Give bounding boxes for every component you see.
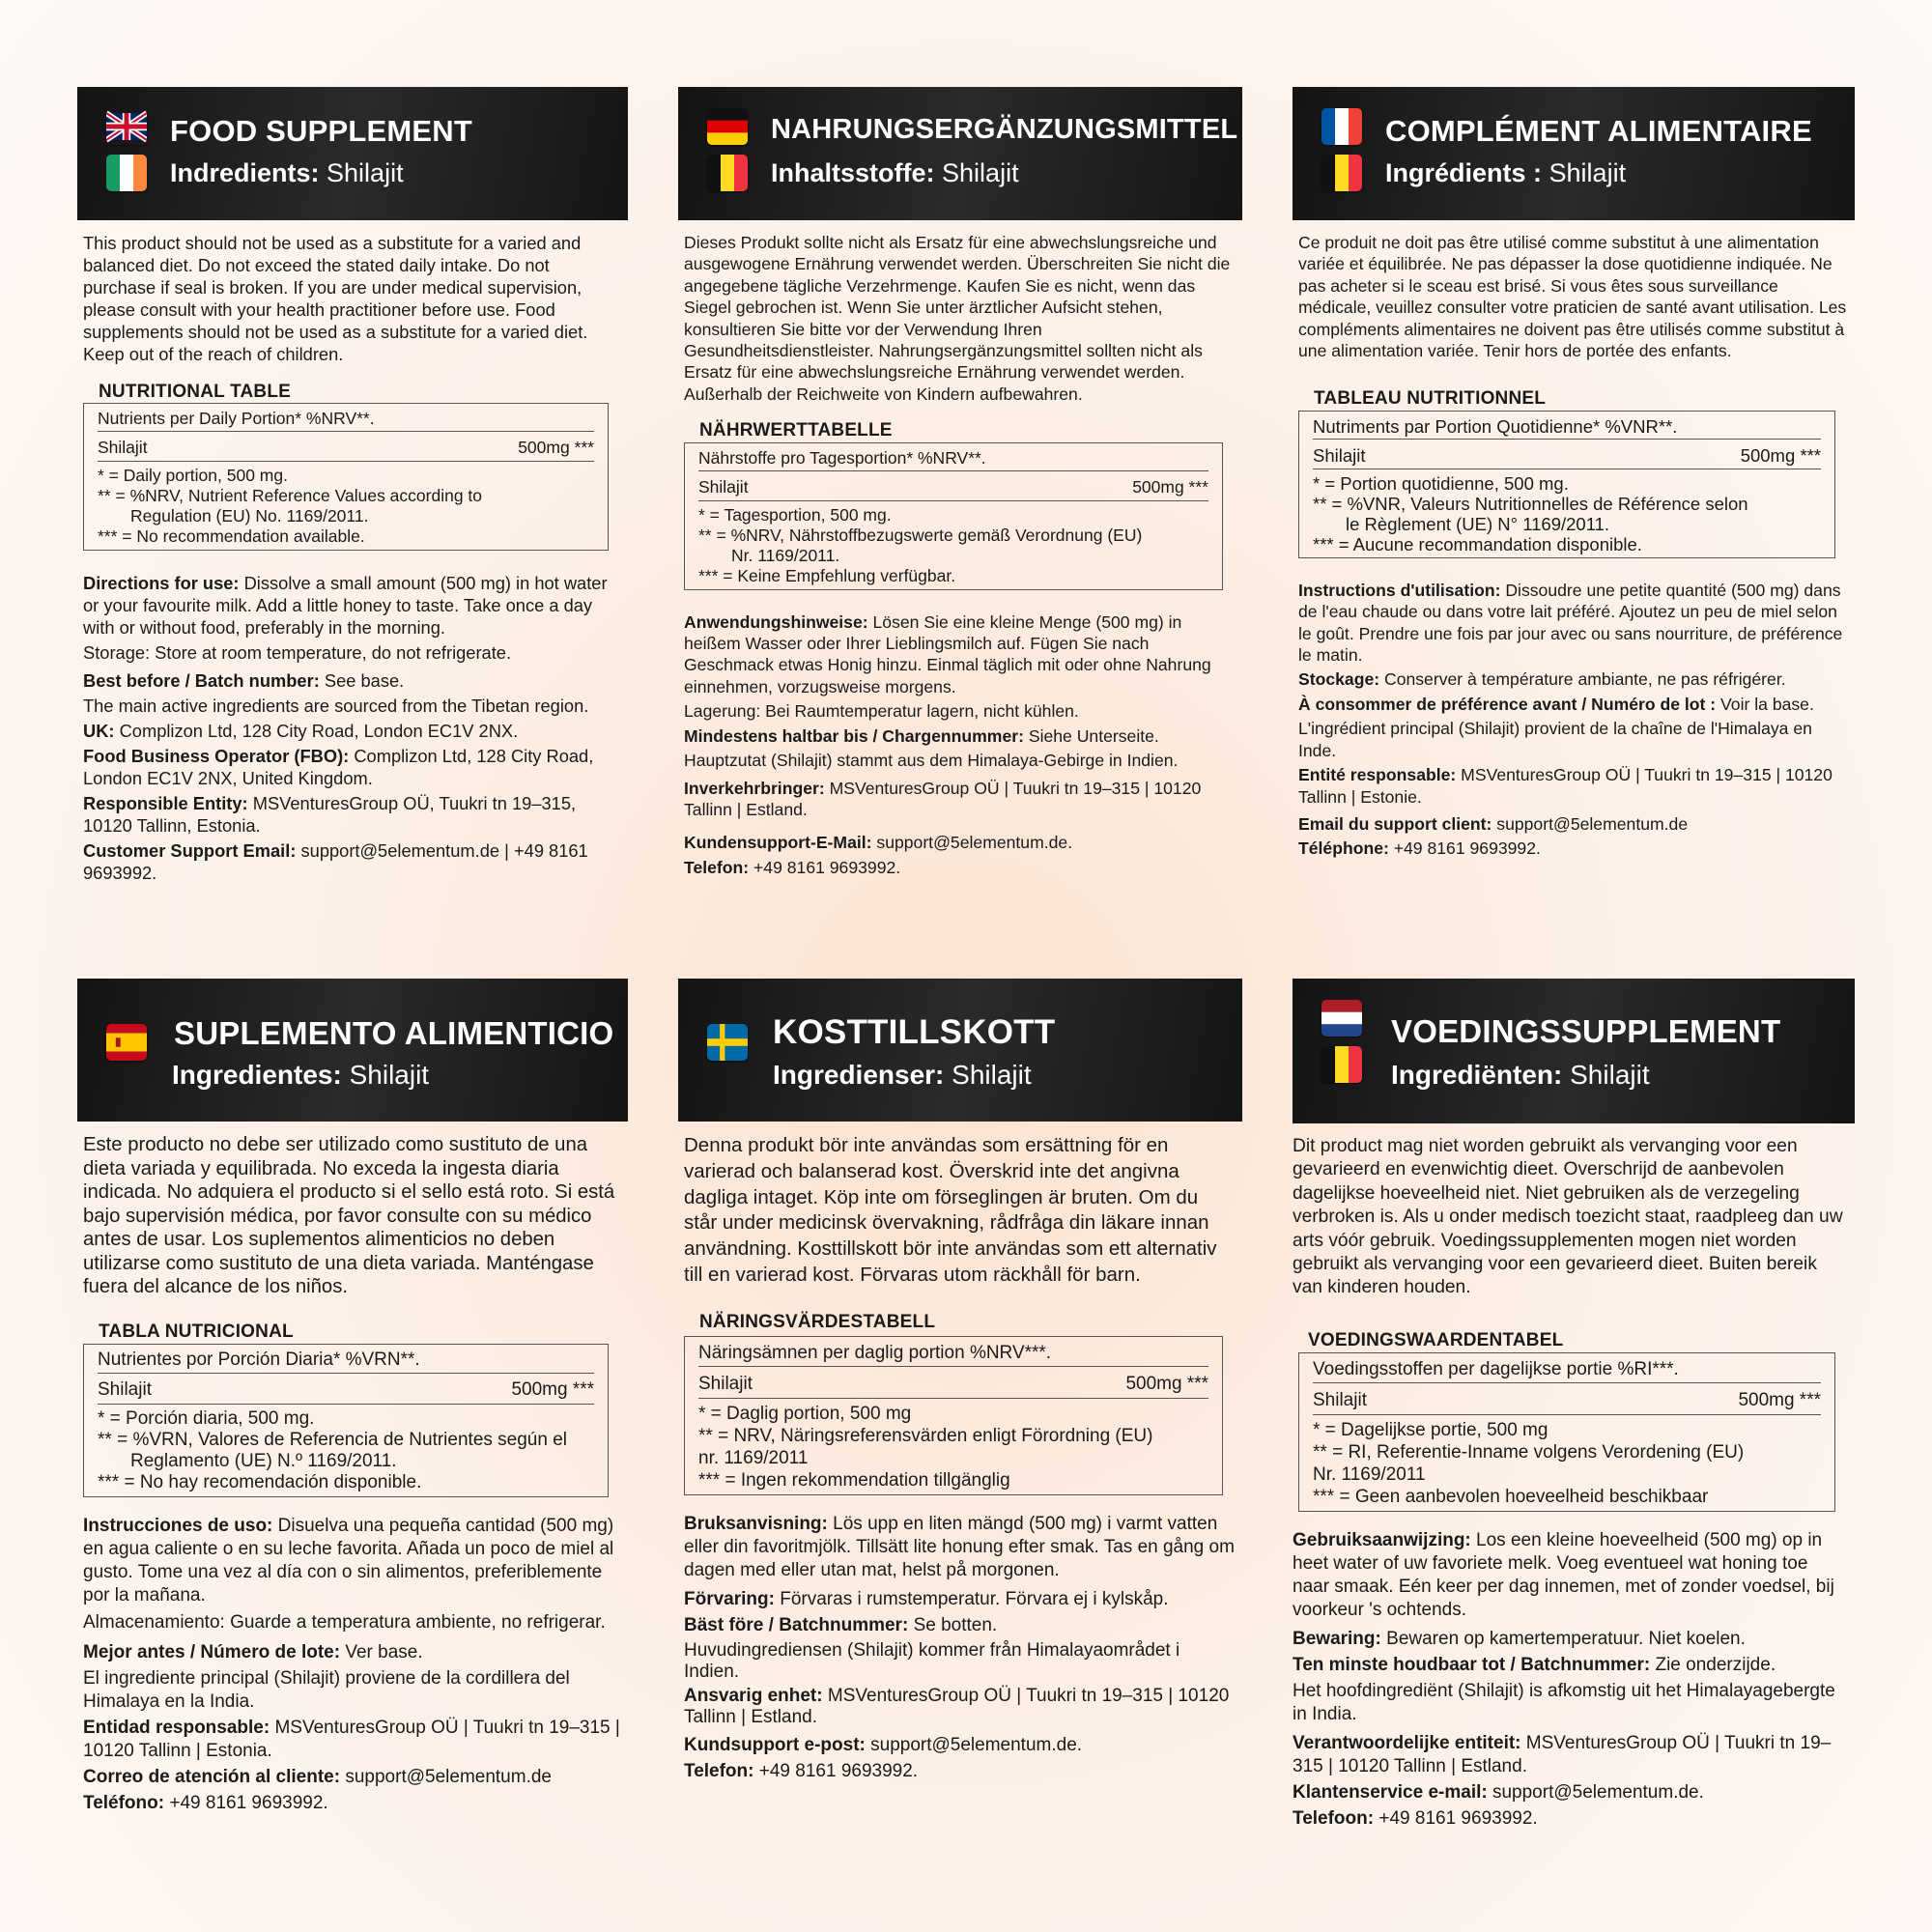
table-title: VOEDINGSWAARDENTABEL [1308,1329,1564,1350]
table-row: Shilajit 500mg *** [1313,443,1821,469]
ie-flag-icon [106,155,147,191]
intro-text: Ce produit ne doit pas être utilisé comme substitut à une alimentation variée et équilibrée. Ne pas dépasser la dose quotidienne indiquée. Ne pas acheter si le sceau est brisé. Si vous êtes sous surveillance médicale, veuillez consulter votre praticien de santé avant utilisation. Les compléments alimentaires ne doivent pas être utilisés comme substitut à une alimentation variée. Tenir hors de portée des enfants. [1298,233,1847,361]
ingredients-line: Indredients: Shilajit [170,158,404,187]
best-before: Ten minste houdbaar tot / Batchnummer: Zie onderzijde. [1293,1655,1776,1676]
nutrition-table [83,403,609,551]
responsible-entity: Entidad responsable: MSVenturesGroup OÜ | Tuukri tn 19–315 | 10120 Tallinn | Estonia. [83,1718,620,1761]
footnote: *** = Ingen rekommendation tillgänglig [698,1469,1010,1491]
nutrition-table [684,442,1223,590]
uk-flag-icon [106,108,147,145]
directions: Directions for use: Dissolve a small amount (500 mg) in hot water or your favourite milk. Add a little honey to taste. Take once a day with or without food, preferably in the morning. [83,573,608,638]
intro-text: Denna produkt bör inte användas som ersättning för en varierad och balanserad kost. Överskrid inte det angivna dagliga intaget. Köp inte om förseglingen är bruten. Om du står under medicinsk övervakning, rådfråga din läkare innan användning. Kosttillskott bör inte användas som ett alternativ till en varierad kost. Förvaras utom räckhåll för barn. [684,1134,1217,1286]
support-phone: Telefon: +49 8161 9693992. [684,1760,919,1781]
table-title: NÄHRWERTTABELLE [699,420,893,441]
panel-nl [1293,979,1855,1833]
table-title: TABLA NUTRICIONAL [99,1321,294,1342]
content-fr [1293,220,1855,860]
table-title: NUTRITIONAL TABLE [99,382,292,402]
table-title: TABLEAU NUTRITIONNEL [1314,388,1547,410]
footnote: Nr. 1169/2011 [1313,1464,1426,1486]
table-header: Voedingsstoffen per dagelijkse portie %RI***. [1313,1356,1821,1383]
product-title: VOEDINGSSUPPLEMENT [1391,1013,1781,1049]
responsible-entity: Responsible Entity: MSVenturesGroup OÜ, Tuukri tn 19–315, 10120 Tallinn, Estonia. [83,793,577,836]
de-flag-icon [707,108,748,145]
nl-flag-icon [1321,1000,1362,1037]
content-se [678,1122,1242,1783]
responsible-entity: Inverkehrbringer: MSVenturesGroup OÜ | Tuukri tn 19–315 | 10120 Tallinn | Estland. [684,778,1202,819]
support-phone: Teléfono: +49 8161 9693992. [83,1793,328,1813]
storage: Förvaring: Förvaras i rumstemperatur. Förvara ej i kylskåp. [684,1588,1169,1609]
storage: Storage: Store at room temperature, do not refrigerate. [83,642,512,663]
source: Het hoofdingrediënt (Shilajit) is afkomstig uit het Himalayagebergte in India. [1293,1681,1835,1725]
responsible-entity: Ansvarig enhet: MSVenturesGroup OÜ | Tuukri tn 19–315 | 10120 Tallinn | Estland. [684,1685,1230,1727]
nutrition-table [83,1344,609,1497]
support-email: Klantenservice e-mail: support@5elementum.de. [1293,1782,1704,1804]
footnote: Nr. 1169/2011. [731,545,840,565]
support-email: Customer Support Email: support@5elementum.de | +49 8161 9693992. [83,840,588,883]
banner-fr [1293,87,1855,220]
best-before: Mindestens haltbar bis / Chargennummer: Siehe Unterseite. [684,725,1159,746]
directions: Anwendungshinweise: Lösen Sie eine kleine Menge (500 mg) in heißem Wasser oder Ihrer Lieblingsmilch auf. Fügen Sie nach Geschmack etwas Honig hinzu. Einmal täglich mit oder ohne Nahrung einnehmen, vorzugsweise morgens. [684,611,1211,696]
table-row: Shilajit 500mg *** [1313,1387,1821,1415]
footnote: *** = Geen aanbevolen hoeveelheid beschikbaar [1313,1487,1709,1508]
intro-text: Dit product mag niet worden gebruikt als vervanging voor een gevarieerd en evenwichtig dieet. Overschrijd de aanbevolen dagelijkse hoeveelheid niet. Niet gebruiken als de verzegeling verbroken is. Als u onder medisch toezicht staat, raadpleeg dan uw arts vóór gebruik. Voedingssupplementen mogen niet worden gebruikt als vervanging voor een gevarieerd dieet. Buiten bereik van kinderen houden. [1293,1136,1843,1298]
fr-flag-icon [1321,108,1362,145]
footnote: ** = %NRV, Nutrient Reference Values according to [98,486,483,505]
footnote: *** = Aucune recommandation disponible. [1313,533,1642,554]
source: Huvudingrediensen (Shilajit) kommer från Himalayaområdet i Indien. [684,1639,1180,1682]
storage: Lagerung: Bei Raumtemperatur lagern, nicht kühlen. [684,701,1079,722]
banner-de [678,87,1242,220]
banner-se [678,979,1242,1122]
table-header: Näringsämnen per daglig portion %NRV***. [698,1340,1208,1367]
directions: Instrucciones de uso: Disuelva una pequeña cantidad (500 mg) en agua caliente o en su leche favorita. Añada un poco de miel al gusto. Tome una vez al día con o sin alimentos, preferiblemente por la mañana. [83,1516,614,1605]
table-row: Shilajit 500mg *** [698,1371,1208,1399]
footnote: * = Daily portion, 500 mg. [98,466,288,485]
directions: Gebruiksaanwijzing: Los een kleine hoeveelheid (500 mg) op in heet water of uw favoriete melk. Voeg eventueel wat honing toe naar smaak. Eén keer per dag innemen, met of zonder voedsel, bij voorkeur 's ochtends. [1293,1530,1834,1621]
content-nl [1293,1123,1855,1831]
be-flag-icon [1321,1046,1362,1083]
footnote: nr. 1169/2011 [698,1447,809,1468]
nutrition-table [1298,1352,1835,1512]
footnote: * = Dagelijkse portie, 500 mg [1313,1420,1548,1441]
source: Hauptzutat (Shilajit) stammt aus dem Himalaya-Gebirge in Indien. [684,751,1179,771]
storage: Bewaring: Bewaren op kamertemperatuur. Niet koelen. [1293,1629,1746,1650]
support-email: Kundensupport-E-Mail: support@5elementum.de. [684,833,1073,853]
se-flag-icon [707,1024,748,1061]
uk-address: UK: Complizon Ltd, 128 City Road, London EC1V 2NX. [83,721,519,741]
ingredients-line: Ingredientes: Shilajit [172,1060,430,1090]
intro-text: This product should not be used as a substitute for a varied and balanced diet. Do not exceed the stated daily intake. Do not purchase if seal is broken. If you are under medical supervision, please consult with your health practitioner before use. Food supplements should not be used as a substitute for a varied diet. Keep out of the reach of children. [83,233,588,364]
es-flag-icon [106,1024,147,1061]
be-flag-icon [707,155,748,191]
footnote: ** = RI, Referentie-Inname volgens Verordening (EU) [1313,1442,1745,1463]
table-header: Nutrients per Daily Portion* %NRV**. [98,407,594,432]
content-de [678,220,1242,878]
source: El ingrediente principal (Shilajit) proviene de la cordillera del Himalaya en la India. [83,1668,570,1712]
table-row: Shilajit 500mg *** [98,436,594,462]
panel-es [77,979,628,1818]
footnote: *** = No hay recomendación disponible. [98,1472,422,1492]
source: The main active ingredients are sourced from the Tibetan region. [83,696,589,716]
content-en [77,220,628,884]
content-es [77,1122,628,1815]
best-before: Mejor antes / Número de lote: Ver base. [83,1642,423,1662]
support-phone: Telefoon: +49 8161 9693992. [1293,1808,1538,1830]
table-header: Nutriments par Portion Quotidienne* %VNR**. [1313,414,1821,440]
best-before: À consommer de préférence avant / Numéro de lot : Voir la base. [1298,694,1814,714]
banner-es [77,979,628,1122]
footnote: ** = NRV, Näringsreferensvärden enligt Förordning (EU) [698,1425,1153,1446]
product-title: NAHRUNGSERGÄNZUNGSMITTEL [771,114,1238,145]
product-title: KOSTTILLSKOTT [773,1013,1056,1051]
footnote: *** = No recommendation available. [98,526,365,546]
storage: Almacenamiento: Guarde a temperatura ambiente, no refrigerar. [83,1612,606,1633]
best-before: Bäst före / Batchnummer: Se botten. [684,1614,998,1635]
footnote: le Règlement (UE) N° 1169/2011. [1346,513,1610,534]
responsible-entity: Entité responsable: MSVenturesGroup OÜ | Tuukri tn 19–315 | 10120 Tallinn | Estonie. [1298,765,1833,807]
footnote: ** = %NRV, Nährstoffbezugswerte gemäß Verordnung (EU) [698,525,1143,545]
panel-fr [1293,87,1855,863]
table-header: Nutrientes por Porción Diaria* %VRN**. [98,1348,594,1374]
product-title: FOOD SUPPLEMENT [170,114,473,148]
panel-de [678,87,1242,881]
footnote: * = Tagesportion, 500 mg. [698,504,892,525]
product-title: COMPLÉMENT ALIMENTAIRE [1385,114,1812,148]
table-row: Shilajit 500mg *** [98,1378,594,1405]
directions: Bruksanvisning: Lös upp en liten mängd (500 mg) i varmt vatten eller din favoritmjölk. Tillsätt lite honung efter smak. Tas en gång om dagen med eller utan mat, helst på morgonen. [684,1513,1235,1580]
support-email: Email du support client: support@5elementum.de [1298,813,1689,834]
support-email: Correo de atención al cliente: support@5elementum.de [83,1767,552,1787]
intro-text: Este producto no debe ser utilizado como sustituto de una dieta variada y equilibrada. No exceda la ingesta diaria indicada. No adquiera el producto si el sello está roto. Si está bajo supervisión médica, por favor consulte con su médico antes de usar. Los suplementos alimenticios no deben utilizarse como sustituto de una dieta variada. Manténgase fuera del alcance de los niños. [83,1134,615,1297]
support-email: Kundsupport e-post: support@5elementum.de. [684,1734,1083,1755]
panel-se [678,979,1242,1786]
footnote: Regulation (EU) No. 1169/2011. [130,506,369,526]
nutrition-table [684,1336,1223,1495]
fbo: Food Business Operator (FBO): Complizon Ltd, 128 City Road, London EC1V 2NX, United Kingdom. [83,746,594,788]
banner-en [77,87,628,220]
ingredients-line: Ingredienser: Shilajit [773,1060,1032,1090]
table-header: Nährstoffe pro Tagesportion* %NRV**. [698,446,1208,471]
ingredients-line: Inhaltsstoffe: Shilajit [771,158,1019,187]
footnote: * = Daglig portion, 500 mg [698,1403,912,1424]
product-title: SUPLEMENTO ALIMENTICIO [174,1015,614,1051]
storage: Stockage: Conserver à température ambiante, ne pas réfrigérer. [1298,669,1786,690]
source: L'ingrédient principal (Shilajit) provient de la chaîne de l'Himalaya en Inde. [1298,719,1812,760]
intro-text: Dieses Produkt sollte nicht als Ersatz für eine abwechslungsreiche und ausgewogene Ernährung verwendet werden. Überschreiten Sie nicht die angegebene tägliche Verzehrmenge. Kaufen Sie es nicht, wenn das Siegel gebrochen ist. Wenn Sie unter ärztlicher Aufsicht stehen, konsultieren Sie bitte vor der Verwendung Ihren Gesundheitsdienstleister. Nahrungsergänzungsmittel sollten nicht als Ersatz für eine abwechslungsreiche Ernährung verwendet werden. Außerhalb der Reichweite von Kindern aufbewahren. [684,233,1231,404]
table-title: NÄRINGSVÄRDESTABELL [699,1311,936,1332]
panel-en [77,87,628,887]
ingredients-line: Ingrédients : Shilajit [1385,158,1627,187]
table-row: Shilajit 500mg *** [698,475,1208,501]
best-before: Best before / Batch number: See base. [83,670,405,691]
be-flag-icon [1321,155,1362,191]
footnote: Reglamento (UE) N.º 1169/2011. [130,1451,397,1471]
footnote: * = Porción diaria, 500 mg. [98,1408,315,1429]
nutrition-table [1298,411,1835,558]
support-phone: Telefon: +49 8161 9693992. [684,857,901,877]
support-phone: Téléphone: +49 8161 9693992. [1298,838,1541,859]
directions: Instructions d'utilisation: Dissoudre une petite quantité (500 mg) dans de l'eau chaude ou dans votre lait préféré. Ajoutez un peu de miel selon le goût. Prendre une fois par jour avec ou sans nourriture, de préférence le matin. [1298,580,1843,666]
banner-nl [1293,979,1855,1123]
footnote: ** = %VNR, Valeurs Nutritionnelles de Référence selon [1313,493,1748,514]
footnote: *** = Keine Empfehlung verfügbar. [698,565,956,585]
footnote: ** = %VRN, Valores de Referencia de Nutrientes según el [98,1430,567,1450]
ingredients-line: Ingrediënten: Shilajit [1391,1060,1650,1090]
footnote: * = Portion quotidienne, 500 mg. [1313,472,1569,494]
responsible-entity: Verantwoordelijke entiteit: MSVenturesGroup OÜ | Tuukri tn 19–315 | 10120 Tallinn | Estland. [1293,1733,1832,1777]
